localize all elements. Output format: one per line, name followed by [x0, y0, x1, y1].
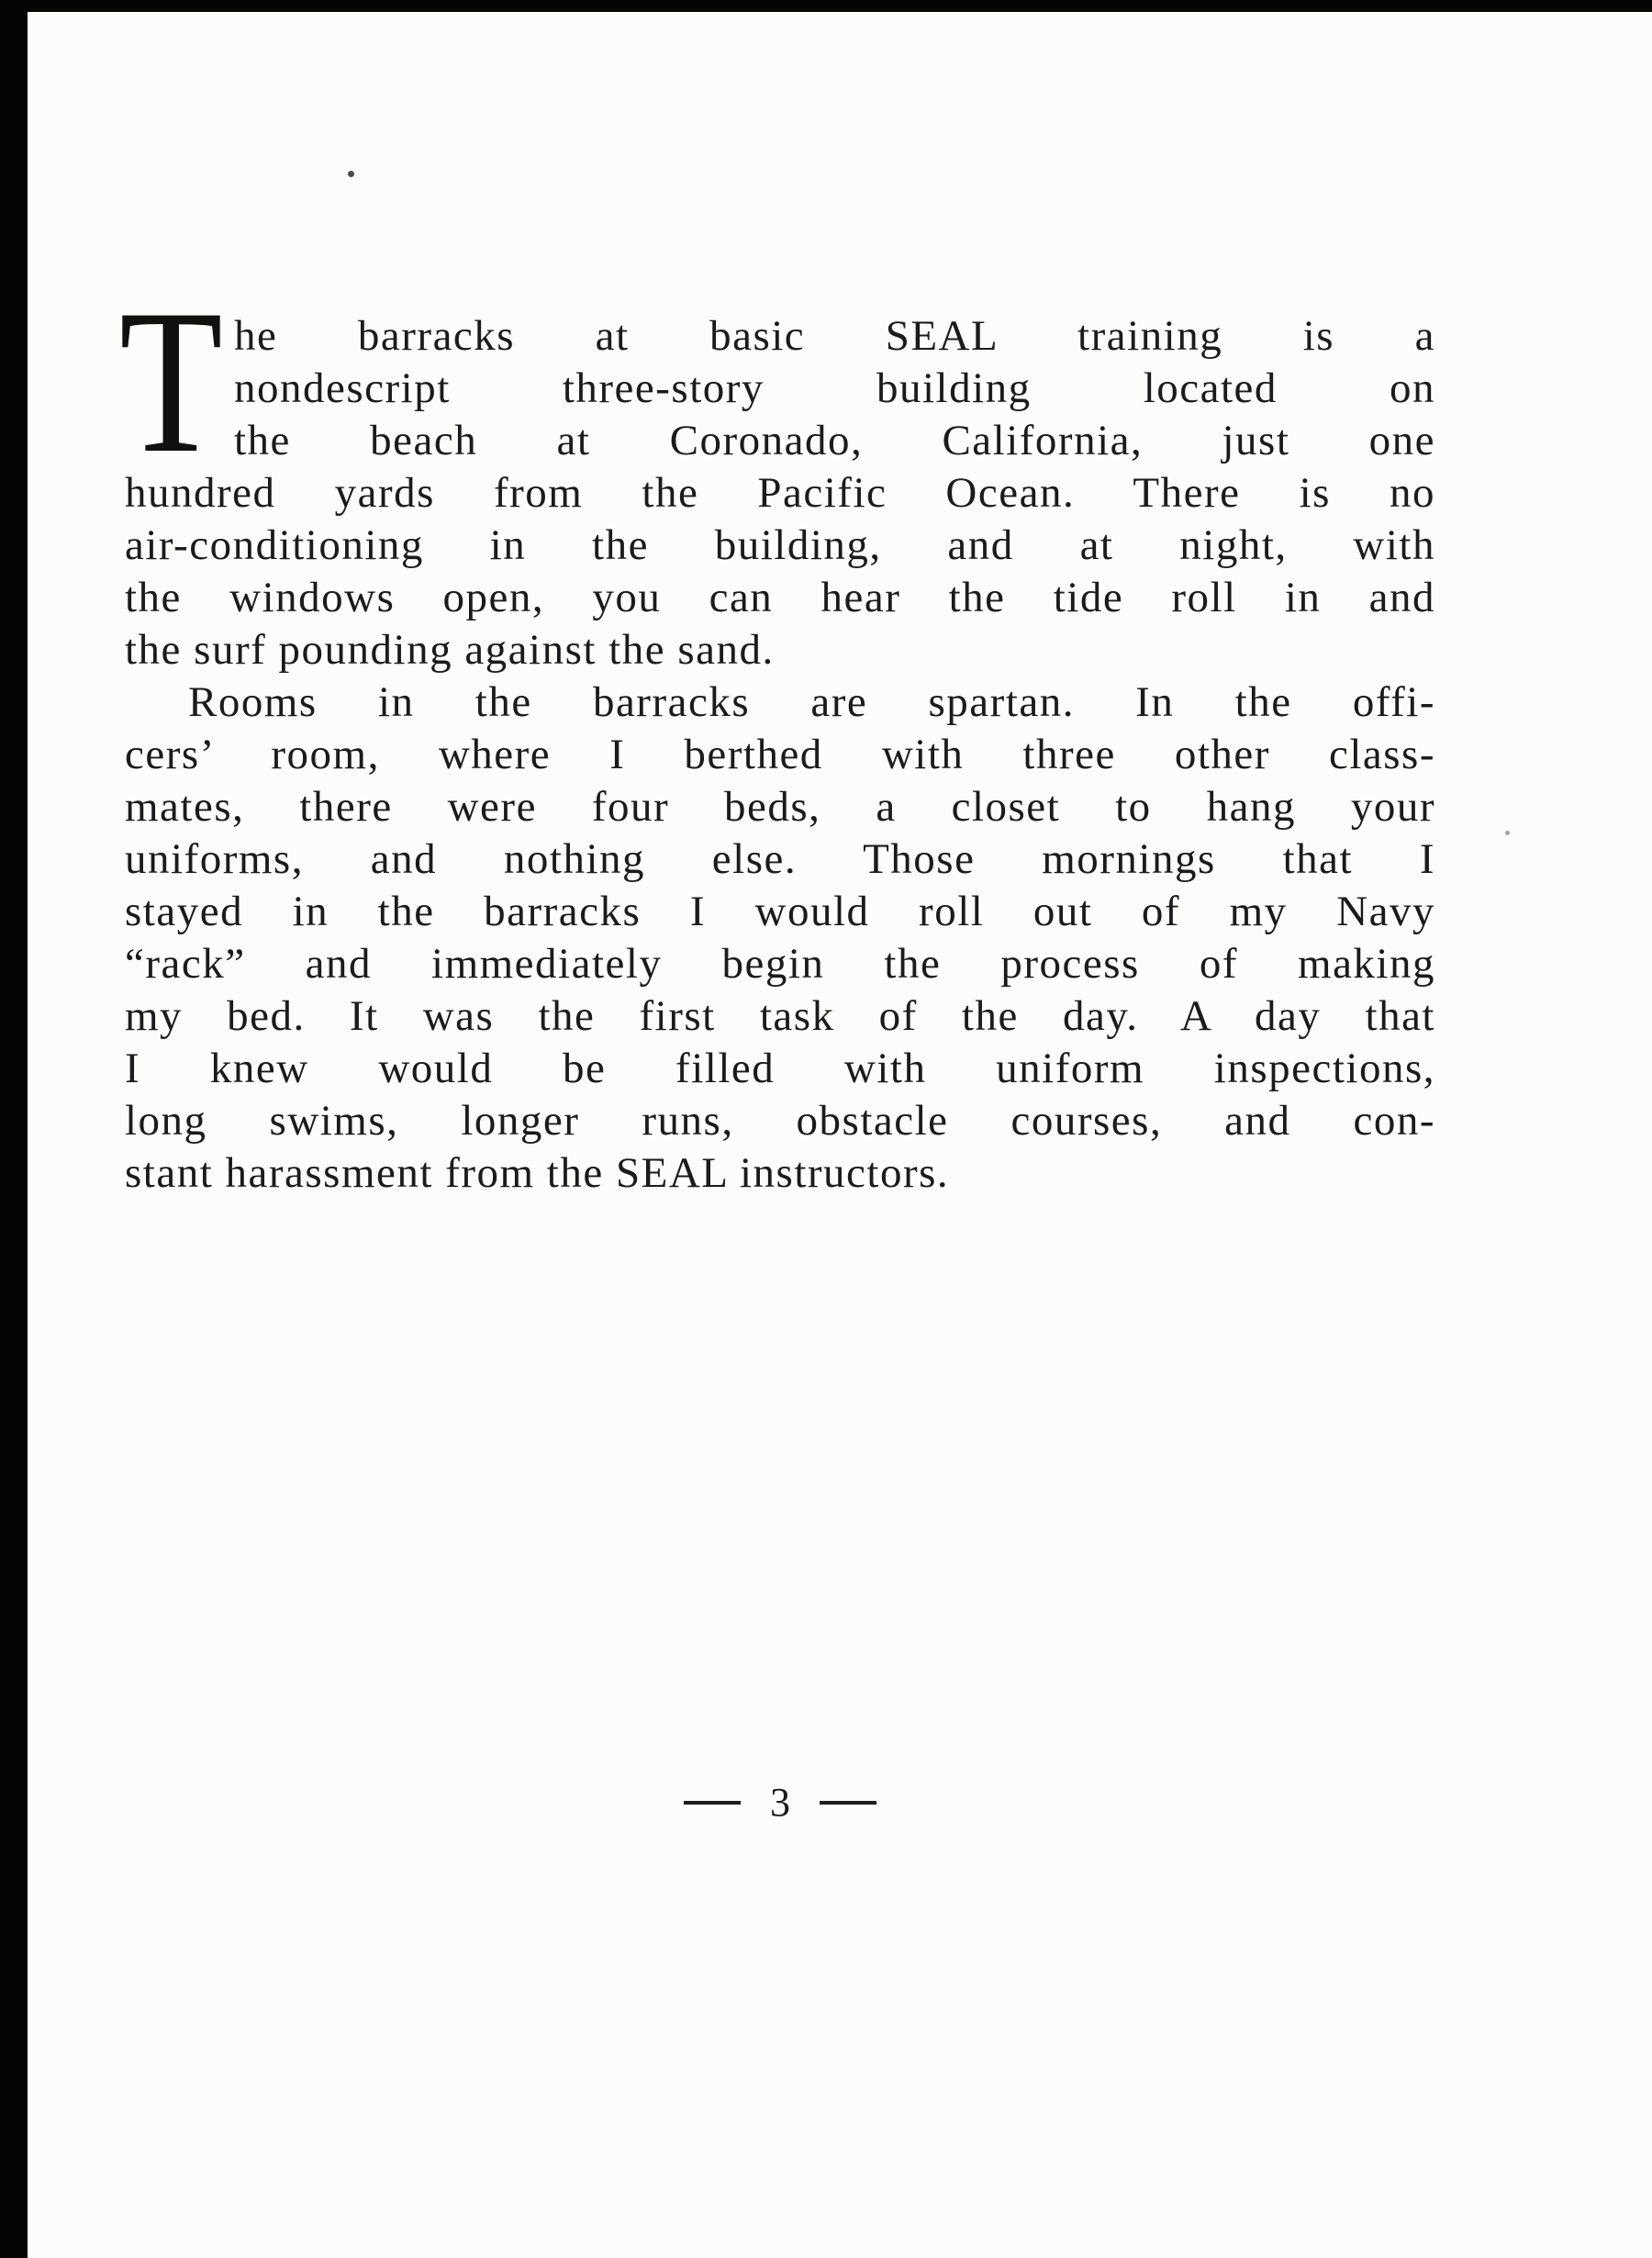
text-line: the beach at Coronado, California, just one	[234, 417, 1435, 464]
text-line: the surf pounding against the sand.	[125, 626, 775, 674]
scan-edge-top	[0, 0, 1652, 12]
paragraph	[119, 266, 1435, 676]
text-line: he barracks at basic SEAL training is a	[234, 312, 1435, 360]
text-line: cers’ room, where I berthed with three other class-	[125, 731, 1435, 778]
text-line: Rooms in the barracks are spartan. In the offi-	[188, 678, 1435, 726]
page-footer	[125, 1780, 1435, 1825]
text-line: mates, there were four beds, a closet to hang your	[125, 783, 1435, 831]
text-line: long swims, longer runs, obstacle courses, and con-	[125, 1097, 1435, 1145]
folio-rule-left	[684, 1801, 741, 1805]
paragraph	[125, 676, 1435, 1200]
text-line: I knew would be filled with uniform inspections,	[125, 1045, 1435, 1092]
scan-edge-left	[0, 0, 28, 2258]
text-line: stayed in the barracks I would roll out of my Navy	[125, 888, 1435, 935]
text-line: the windows open, you can hear the tide roll in and	[125, 574, 1435, 621]
drop-cap: T	[119, 266, 223, 496]
scan-speck	[348, 171, 354, 177]
text-line: nondescript three-story building located on	[234, 364, 1435, 412]
page-text-block	[119, 266, 1435, 1200]
scan-speck	[1505, 831, 1510, 835]
text-line: my bed. It was the first task of the day. A day that	[125, 992, 1435, 1040]
text-line: air-conditioning in the building, and at night, with	[125, 521, 1435, 569]
page-number: 3	[770, 1780, 790, 1825]
text-line: “rack” and immediately begin the process of making	[125, 940, 1435, 988]
text-line: stant harassment from the SEAL instructors.	[125, 1149, 950, 1197]
text-line: hundred yards from the Pacific Ocean. There is no	[125, 469, 1435, 517]
text-line: uniforms, and nothing else. Those mornings that I	[125, 835, 1435, 883]
folio-rule-right	[820, 1801, 876, 1805]
